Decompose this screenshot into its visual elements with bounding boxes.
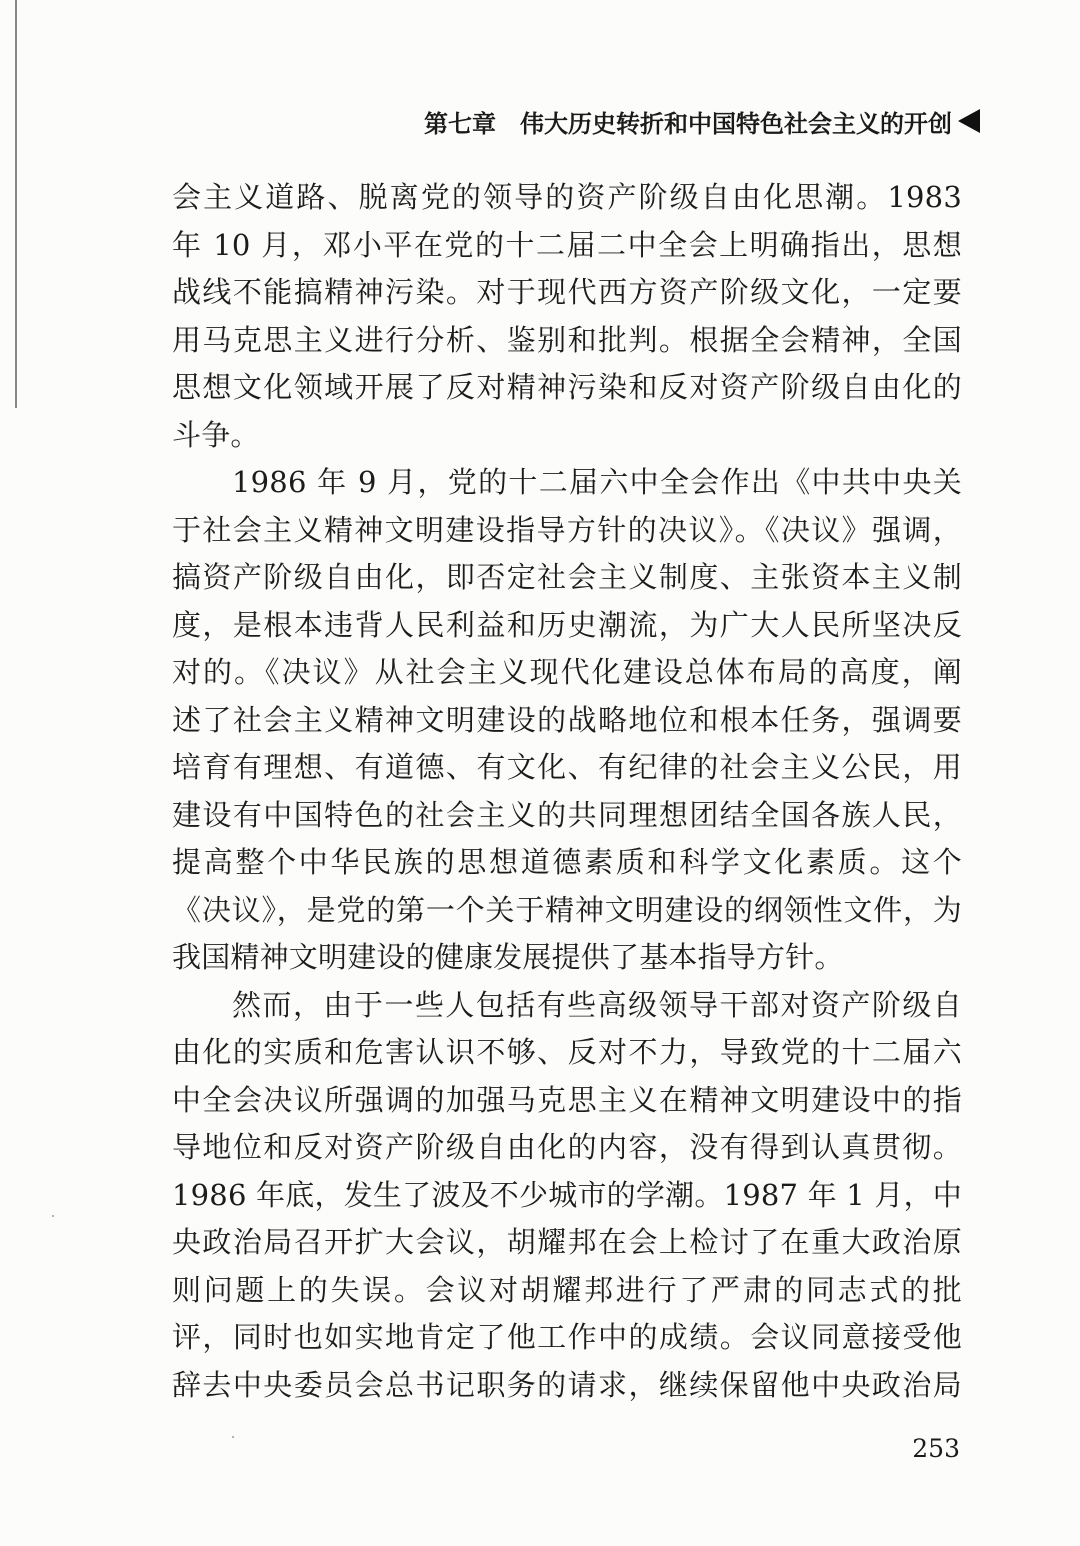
text-line: 导地位和反对资产阶级自由化的内容，没有得到认真贯彻。 [172,1130,962,1164]
text-line: 中全会决议所强调的加强马克思主义在精神文明建设中的指 [172,1082,962,1117]
text-line: 培育有理想、有道德、有文化、有纪律的社会主义公民，用 [172,750,962,784]
text-line: 建设有中国特色的社会主义的共同理想团结全国各族人民， [172,797,962,832]
text-line: 斗争。 [172,417,260,452]
text-line: 1986 年 9 月，党的十二届六中全会作出《中共中央关 [232,465,962,499]
body-text [172,174,962,1409]
text-line: 思想文化领域开展了反对精神污染和反对资产阶级自由化的 [172,370,962,404]
text-line: 1986 年底，发生了波及不少城市的学潮。1987 年 1 月，中 [172,1177,962,1212]
scan-speck [232,1436,234,1438]
text-line: 对的。《决议》从社会主义现代化建设总体布局的高度，阐 [172,655,962,689]
text-line: 辞去中央委员会总书记职务的请求，继续保留他中央政治局 [172,1367,962,1402]
page-number: 253 [912,1434,960,1463]
text-line: 然而，由于一些人包括有些高级领导干部对资产阶级自 [232,987,962,1022]
chapter-title: 伟大历史转折和中国特色社会主义的开创 [520,109,952,138]
left-triangle-icon [958,109,980,133]
text-line: 《决议》，是党的第一个关于精神文明建设的纲领性文件，为 [172,892,962,927]
text-line: 战线不能搞精神污染。对于现代西方资产阶级文化，一定要 [172,275,962,309]
text-line: 评，同时也如实地肯定了他工作中的成绩。会议同意接受他 [172,1320,962,1354]
text-line: 用马克思主义进行分析、鉴别和批判。根据全会精神，全国 [172,322,962,357]
text-line: 央政治局召开扩大会议，胡耀邦在会上检讨了在重大政治原 [172,1225,962,1259]
text-line: 则问题上的失误。会议对胡耀邦进行了严肃的同志式的批 [172,1272,962,1307]
scan-speck [52,1215,54,1217]
text-line: 我国精神文明建设的健康发展提供了基本指导方针。 [172,940,844,974]
text-line: 由化的实质和危害认识不够、反对不力，导致党的十二届六 [172,1035,962,1069]
scan-binding-edge [15,0,17,408]
text-line: 搞资产阶级自由化，即否定社会主义制度、主张资本主义制 [172,560,962,594]
text-line: 述了社会主义精神文明建设的战略地位和根本任务，强调要 [172,702,962,737]
text-line: 会主义道路、脱离党的领导的资产阶级自由化思潮。1983 [172,180,962,214]
chapter-label: 第七章 [424,109,496,138]
text-line: 年 10 月，邓小平在党的十二届二中全会上明确指出，思想 [172,227,962,262]
text-line: 于社会主义精神文明建设指导方针的决议》。《决议》强调， [172,512,962,547]
text-line: 提高整个中华民族的思想道德素质和科学文化素质。这个 [172,845,962,879]
text-line: 度，是根本违背人民利益和历史潮流，为广大人民所坚决反 [172,607,962,642]
running-header [380,103,980,139]
